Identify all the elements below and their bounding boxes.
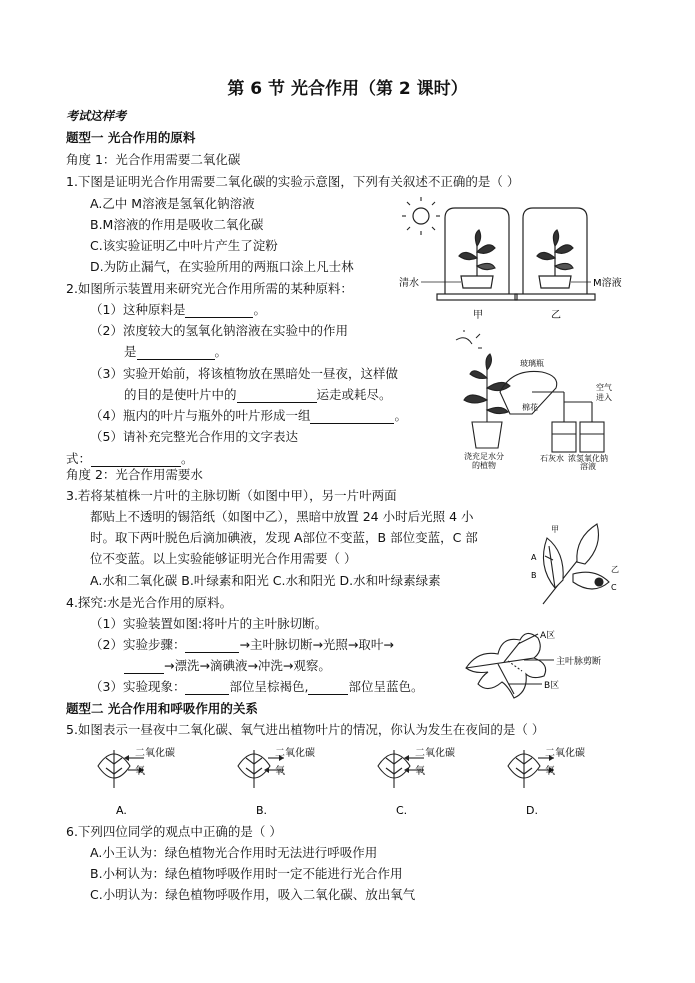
q5-d-o2: 氧	[545, 766, 555, 777]
q5-c-label: C.	[396, 804, 408, 817]
q5-leaf-diagrams	[88, 744, 648, 818]
glass-bottle	[500, 371, 592, 422]
fig-jar-yi-label: 乙	[551, 310, 561, 321]
q3-line-1: 3.若将某植株一片叶的主脉切断（如图中甲），另一片叶两面	[66, 488, 397, 503]
q5-options-figure	[88, 744, 648, 818]
q4-sub2-end: →主叶脉切断→光照→取叶→	[239, 637, 394, 652]
q4-sub2b	[124, 658, 331, 674]
q4-sub2-text: （2）实验步骤：	[90, 637, 186, 652]
q2-sub5: （5）请补充完整光合作用的文字表达	[90, 429, 298, 444]
q1-option-a: A.乙中 M溶液是氢氧化钠溶液	[90, 196, 255, 211]
q5-a-co2: 二氧化碳	[135, 748, 175, 759]
fig-naoh-label-2: 溶液	[580, 462, 596, 470]
fig-jia-label: 甲	[551, 525, 559, 534]
q4-maple-leaf-figure	[458, 624, 638, 714]
q4-sub3-end: 部位呈蓝色。	[348, 679, 424, 694]
q4-sub2b-end: →漂洗→滴碘液→冲洗→观察。	[164, 658, 331, 673]
q5-d-co2: 二氧化碳	[545, 748, 585, 759]
q5-d-label: D.	[526, 804, 538, 817]
q2-sub3b-text: 的目的是使叶片中的	[124, 387, 237, 402]
q2-sub2b	[124, 344, 227, 360]
q6-option-b: B.小柯认为：绿色植物呼吸作用时一定不能进行光合作用	[90, 866, 403, 881]
q5-b-o2: 氧	[275, 766, 285, 777]
fig-water-label: 清水	[399, 278, 419, 289]
q2-sub5b-text: 式：	[66, 451, 92, 466]
q2-sub1	[90, 302, 266, 318]
q5-leaf-b	[238, 746, 315, 817]
potted-plant	[464, 354, 510, 448]
fig-air-label-2: 进入	[596, 393, 612, 402]
q5-c-o2: 氧	[415, 766, 425, 777]
q2-sub4-text: （4）瓶内的叶片与瓶外的叶片形成一组	[90, 408, 311, 423]
bell-jar-jia	[437, 208, 517, 300]
q5-b-label: B.	[256, 804, 268, 817]
fig-b-zone-label: B区	[544, 681, 560, 691]
q2-sub2b-text: 是	[124, 344, 137, 359]
fig-a-zone-label: A区	[540, 631, 556, 641]
q2-apparatus-figure	[452, 330, 617, 470]
answer-blank[interactable]	[185, 304, 253, 318]
fig-cut-label: 主叶脉剪断	[556, 657, 602, 667]
sun-icon	[456, 330, 482, 348]
q1-option-d: D.为防止漏气，在实验所用的两瓶口涂上凡士林	[90, 259, 354, 274]
q1-option-b: B.M溶液的作用是吸收二氧化碳	[90, 217, 264, 232]
q6-stem: 6.下列四位同学的观点中正确的是（ ）	[66, 824, 282, 839]
answer-blank[interactable]	[310, 410, 394, 424]
q3-line-3: 时。取下两叶脱色后滴加碘液，发现 A部位不变蓝，B 部位变蓝，C 部	[90, 530, 478, 545]
fig-jar-jia-label: 甲	[473, 310, 483, 321]
q5-leaf-d	[508, 746, 585, 817]
q6-option-a: A.小王认为：绿色植物光合作用时无法进行呼吸作用	[90, 845, 378, 860]
q1-bell-jar-figure	[395, 196, 635, 326]
q2-sub2: （2）浓度较大的氢氧化钠溶液在实验中的作用	[90, 323, 348, 338]
fig-air-label: 空气	[596, 383, 612, 392]
bell-jar-yi	[515, 208, 595, 300]
q2-sub1-end: 。	[253, 302, 266, 317]
q5-leaf-c	[378, 746, 455, 817]
answer-blank[interactable]	[137, 346, 215, 360]
q2-stem: 2.如图所示装置用来研究光合作用所需的某种原料：	[66, 281, 353, 296]
page-title: 第 6 节 光合作用（第 2 课时）	[227, 79, 468, 99]
answer-blank[interactable]	[237, 389, 317, 403]
q5-stem: 5.如图表示一昼夜中二氧化碳、氧气进出植物叶片的情况，你认为发生在夜间的是（ ）	[66, 722, 545, 737]
lime-water-bottle	[552, 422, 576, 452]
answer-blank[interactable]	[124, 660, 164, 674]
sun-icon	[402, 197, 440, 235]
fig-yi-label: 乙	[611, 565, 619, 574]
angle2-heading: 角度 2：光合作用需要水	[66, 467, 203, 482]
q5-leaf-a	[98, 746, 175, 817]
q3-leaf-figure	[525, 516, 625, 608]
answer-blank[interactable]	[185, 681, 229, 695]
q1-stem: 1.下图是证明光合作用需要二氧化碳的实验示意图，下列有关叙述不正确的是（ ）	[66, 174, 520, 189]
fig-m-solution-label: M溶液	[593, 278, 622, 289]
q3-line-4: 位不变蓝。以上实验能够证明光合作用需要（ ）	[90, 551, 357, 566]
q5-a-label: A.	[116, 804, 127, 817]
q3-line-2: 都贴上不透明的锡箔纸（如图中乙），黑暗中放置 24 小时后光照 4 小	[90, 509, 474, 524]
q4-sub3	[90, 679, 423, 695]
type2-heading: 题型二 光合作用和呼吸作用的关系	[66, 701, 258, 716]
fig-b-label: B	[531, 571, 537, 580]
fig-cotton-label: 棉花	[522, 403, 538, 412]
type1-heading: 题型一 光合作用的原料	[66, 130, 196, 145]
answer-blank[interactable]	[308, 681, 348, 695]
q4-sub1: （1）实验装置如图:将叶片的主叶脉切断。	[90, 616, 328, 631]
q2-sub5b	[66, 451, 194, 467]
q4-sub2	[90, 637, 394, 653]
q2-sub4-end: 。	[394, 408, 407, 423]
q5-a-o2: 氧	[135, 766, 145, 777]
q4-stem: 4.探究:水是光合作用的原料。	[66, 595, 233, 610]
q5-b-co2: 二氧化碳	[275, 748, 315, 759]
q1-option-c: C.该实验证明乙中叶片产生了淀粉	[90, 238, 278, 253]
q5-c-co2: 二氧化碳	[415, 748, 455, 759]
q3-options: A.水和二氧化碳 B.叶绿素和阳光 C.水和阳光 D.水和叶绿素绿素	[90, 573, 441, 588]
fig-c-label: C	[611, 583, 617, 592]
q6-option-c: C.小明认为：绿色植物呼吸作用，吸入二氧化碳、放出氧气	[90, 887, 416, 902]
section-heading: 考试这样考	[66, 109, 127, 123]
fig-bottle-label: 玻璃瓶	[520, 359, 544, 368]
q2-sub3b-end: 运走或耗尽。	[316, 387, 392, 402]
q2-sub3b	[124, 387, 392, 403]
q2-sub5b-end: 。	[181, 451, 194, 466]
q4-sub3-text: （3）实验现象：	[90, 679, 186, 694]
fig-lime-label: 石灰水	[540, 454, 564, 463]
q2-sub2b-end: 。	[214, 344, 228, 359]
q2-sub3: （3）实验开始前，将该植物放在黑暗处一昼夜，这样做	[90, 366, 398, 381]
naoh-bottle	[580, 422, 604, 452]
q2-sub4	[90, 408, 407, 424]
fig-naoh-label: 浓氢氧化钠	[568, 454, 608, 463]
q2-sub1-text: （1）这种原料是	[90, 302, 186, 317]
q4-sub3-mid: 部位呈棕褐色,	[229, 679, 309, 694]
answer-blank[interactable]	[91, 453, 181, 467]
fig-a-label: A	[531, 553, 537, 562]
fig-plant-label-2: 的植物	[472, 461, 496, 470]
angle1-heading: 角度 1：光合作用需要二氧化碳	[66, 152, 241, 167]
answer-blank[interactable]	[185, 639, 239, 653]
fig-plant-label: 浇充足水分	[464, 452, 504, 461]
